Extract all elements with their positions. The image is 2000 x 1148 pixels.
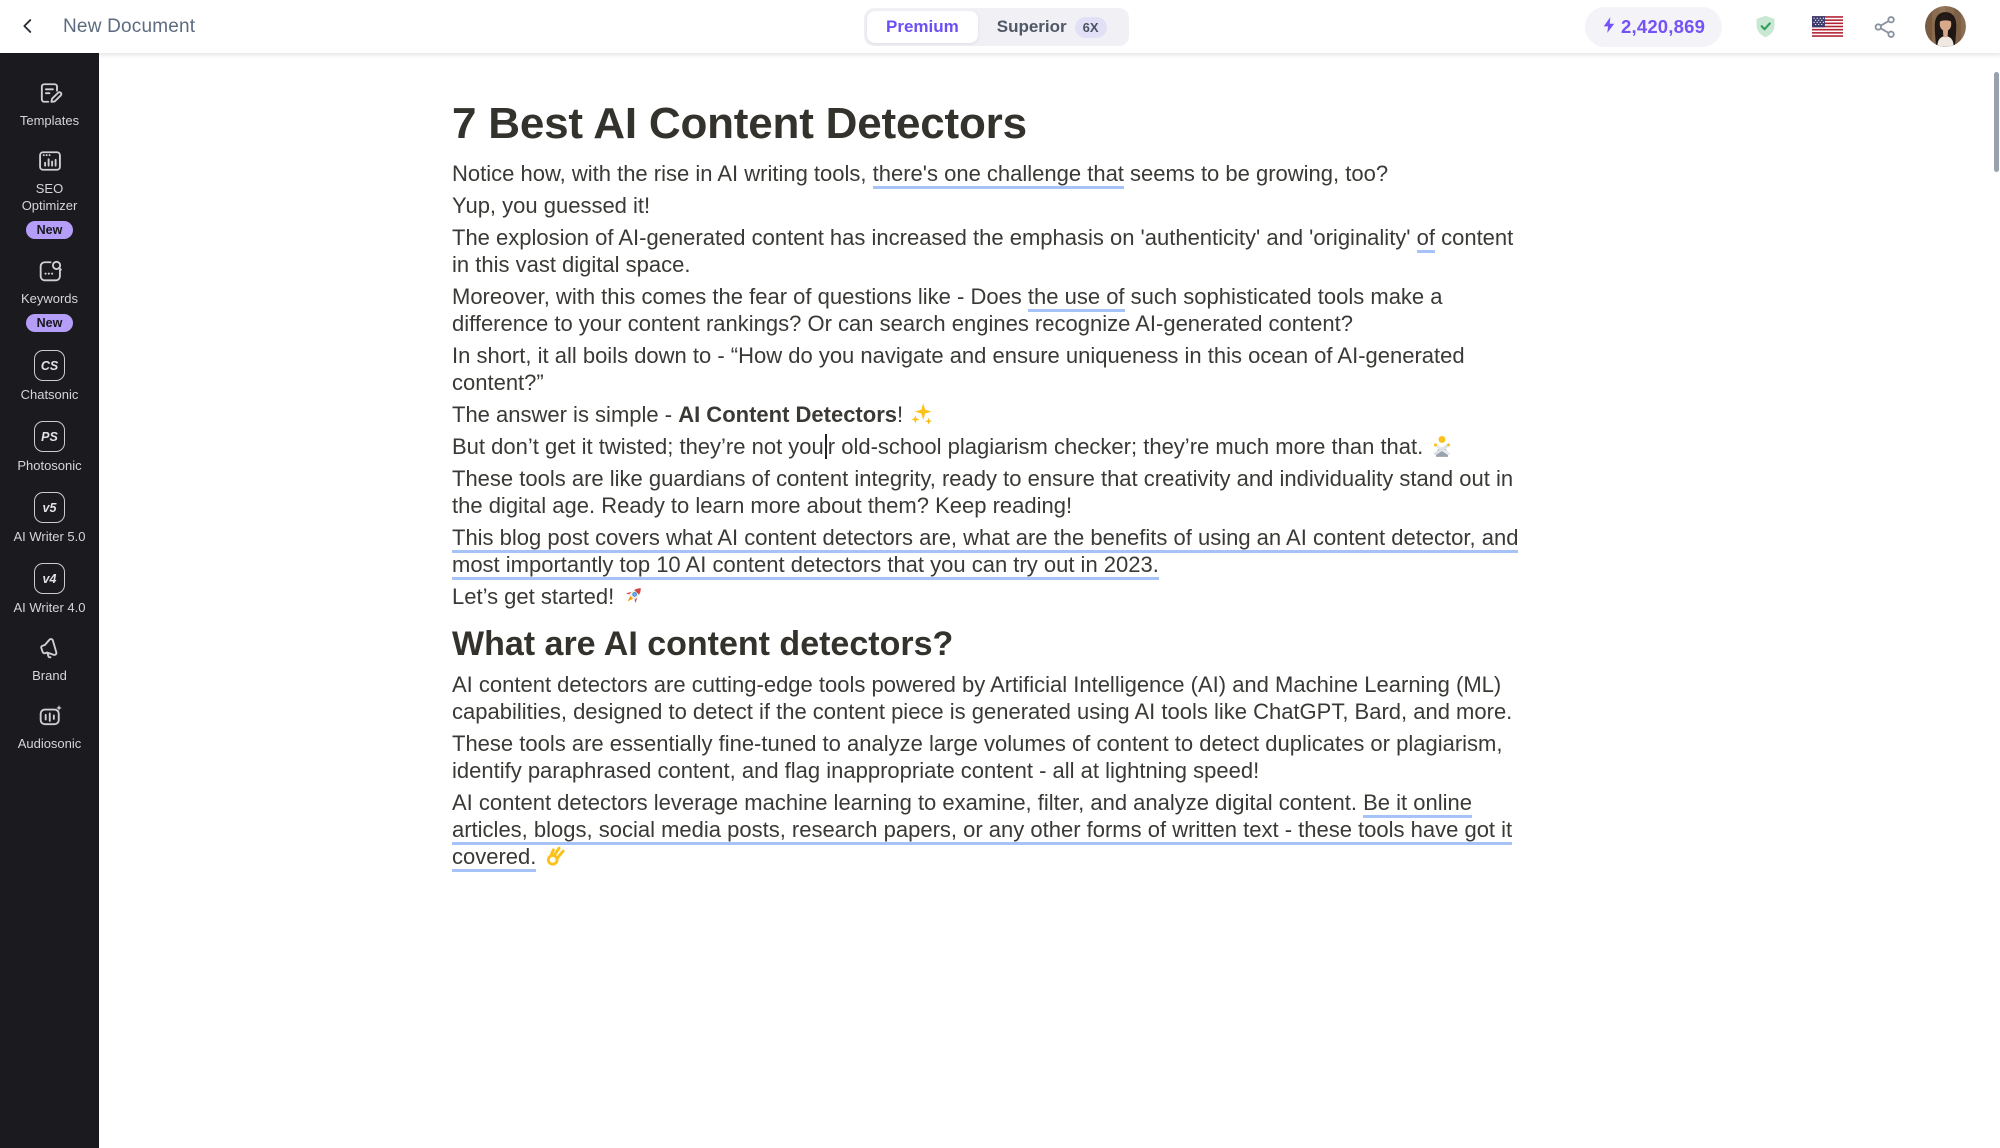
ai-writer-5-icon: v5	[34, 492, 65, 523]
text-segment: In short, it all boils down to - “How do you navigate and ensure uniqueness in this ocean of AI-generated content?”	[452, 343, 1465, 395]
sidebar-item-label: AI Writer 4.0	[13, 600, 86, 615]
sidebar-item-brand[interactable]	[2, 634, 98, 684]
text-segment: These tools are essentially fine-tuned to analyze large volumes of content to detect duplicates or plagiarism, identify paraphrased content, and flag inappropriate content - all at lightning speed!	[452, 731, 1503, 783]
text-segment: Notice how, with the rise in AI writing tools,	[452, 161, 873, 186]
chatsonic-icon: CS	[34, 350, 65, 381]
superior-label: Superior	[996, 17, 1067, 36]
us-flag-icon[interactable]	[1812, 16, 1843, 37]
chevron-left-icon	[17, 15, 39, 40]
doc-paragraph	[452, 730, 1532, 784]
doc-heading	[452, 623, 1532, 665]
sparkles-emoji	[910, 402, 934, 426]
text-segment: !	[896, 402, 910, 427]
sidebar-item-audiosonic[interactable]	[2, 702, 98, 752]
rocket-emoji	[621, 584, 645, 608]
doc-paragraph	[452, 342, 1532, 396]
templates-icon	[36, 79, 64, 107]
text-segment: content in this vast digital space.	[452, 225, 1514, 277]
sidebar-item-label: Templates	[19, 113, 80, 128]
document-editor[interactable]	[452, 53, 1532, 870]
sidebar-item-keywords[interactable]	[2, 257, 98, 332]
new-badge: New	[26, 314, 74, 332]
sidebar-item-label: Brand	[32, 668, 67, 683]
new-badge: New	[26, 221, 74, 239]
doc-paragraph	[452, 789, 1532, 870]
doc-paragraph	[452, 192, 1532, 219]
doc-paragraph	[452, 283, 1532, 337]
sidebar-item-templates[interactable]	[2, 79, 98, 129]
text-segment: 7 Best AI Content Detectors	[452, 99, 1027, 148]
text-segment: Let’s get started!	[452, 584, 621, 609]
premium-label: Premium	[886, 17, 959, 36]
text-segment: What are AI content detectors?	[452, 625, 954, 663]
main-content	[99, 53, 2000, 1148]
audiosonic-icon	[36, 702, 64, 730]
photosonic-icon: PS	[34, 421, 65, 452]
person-gesturing-no-emoji	[1430, 434, 1454, 458]
mode-premium-tab[interactable]	[867, 11, 978, 43]
underlined-segment: of	[1417, 225, 1435, 253]
back-button[interactable]	[13, 12, 43, 42]
text-segment: The explosion of AI-generated content has increased the emphasis on 'authenticity' and 'originality'	[452, 225, 1417, 250]
credits-value: 2,420,869	[1621, 16, 1706, 37]
doc-paragraph	[452, 465, 1532, 519]
doc-paragraph	[452, 160, 1532, 187]
topbar	[0, 0, 2000, 53]
doc-paragraph	[452, 433, 1532, 460]
shield-check-icon[interactable]	[1752, 13, 1779, 40]
underlined-segment: Be it online articles, blogs, social media posts, research papers, or any other forms of written text - these tools have got it covered.	[452, 790, 1512, 872]
underlined-segment: there's one challenge that	[873, 161, 1124, 189]
underlined-segment: the use of	[1028, 284, 1125, 312]
doc-paragraph	[452, 671, 1532, 725]
doc-paragraph	[452, 583, 1532, 610]
sidebar	[0, 53, 99, 1148]
bold-segment: AI Content Detectors	[678, 402, 897, 427]
text-segment: These tools are like guardians of content integrity, ready to ensure that creativity and individuality stand out in the digital age. Ready to learn more about them? Keep reading!	[452, 466, 1514, 518]
text-segment: such sophisticated tools make a difference to your content rankings? Or can search engines recognize AI-generated content?	[452, 284, 1443, 336]
mode-superior-tab[interactable]	[978, 11, 1126, 43]
text-cursor	[825, 434, 827, 459]
mode-toggle	[864, 8, 1129, 46]
text-segment: The answer is simple -	[452, 402, 679, 427]
sidebar-item-label: Photosonic	[17, 458, 82, 473]
text-segment: AI content detectors leverage machine learning to examine, filter, and analyze digital content.	[452, 790, 1364, 815]
credits-counter[interactable]	[1585, 7, 1722, 47]
doc-paragraph	[452, 224, 1532, 278]
sidebar-item-label: SEO Optimizer	[21, 181, 78, 213]
sidebar-item-ai-writer-5-0[interactable]	[2, 492, 98, 545]
ai-writer-4-icon: v4	[34, 563, 65, 594]
scrollbar-thumb[interactable]	[1994, 72, 1999, 172]
text-segment: Yup, you guessed it!	[452, 193, 651, 218]
brand-icon	[36, 634, 64, 662]
doc-heading	[452, 97, 1532, 150]
sidebar-item-label: Keywords	[20, 291, 79, 306]
sidebar-item-seo-optimizer[interactable]	[2, 147, 98, 239]
lightning-bolt-icon	[1602, 16, 1616, 39]
text-segment: Moreover, with this comes the fear of questions like - Does	[452, 284, 1028, 309]
text-segment	[536, 844, 542, 869]
document-title: New Document	[63, 15, 196, 37]
doc-paragraph	[452, 401, 1532, 428]
sidebar-item-chatsonic[interactable]	[2, 350, 98, 403]
ok-hand-emoji	[544, 844, 568, 868]
sidebar-item-photosonic[interactable]	[2, 421, 98, 474]
text-segment: r old-school plagiarism checker; they’re much more than that.	[827, 434, 1430, 459]
text-segment: seems to be growing, too?	[1123, 161, 1389, 186]
keywords-icon	[36, 257, 64, 285]
doc-paragraph	[452, 524, 1532, 578]
sidebar-item-ai-writer-4-0[interactable]	[2, 563, 98, 616]
superior-multiplier-badge: 6X	[1075, 17, 1107, 38]
share-icon[interactable]	[1872, 14, 1898, 40]
sidebar-item-label: Audiosonic	[17, 736, 82, 751]
seo-optimizer-icon	[36, 147, 64, 175]
text-segment: AI content detectors are cutting-edge tools powered by Artificial Intelligence (AI) and Machine Learning (ML) capabilities, designed to detect if the content piece is generated using AI tools like ChatGPT, Bard, and more.	[452, 672, 1513, 724]
text-segment: But don’t get it twisted; they’re not you	[452, 434, 824, 459]
underlined-segment: This blog post covers what AI content detectors are, what are the benefits of using an AI content detector, and most importantly top 10 AI content detectors that you can try out in 2023.	[452, 525, 1518, 580]
sidebar-item-label: AI Writer 5.0	[13, 529, 86, 544]
sidebar-item-label: Chatsonic	[20, 387, 79, 402]
user-avatar[interactable]	[1925, 6, 1966, 47]
